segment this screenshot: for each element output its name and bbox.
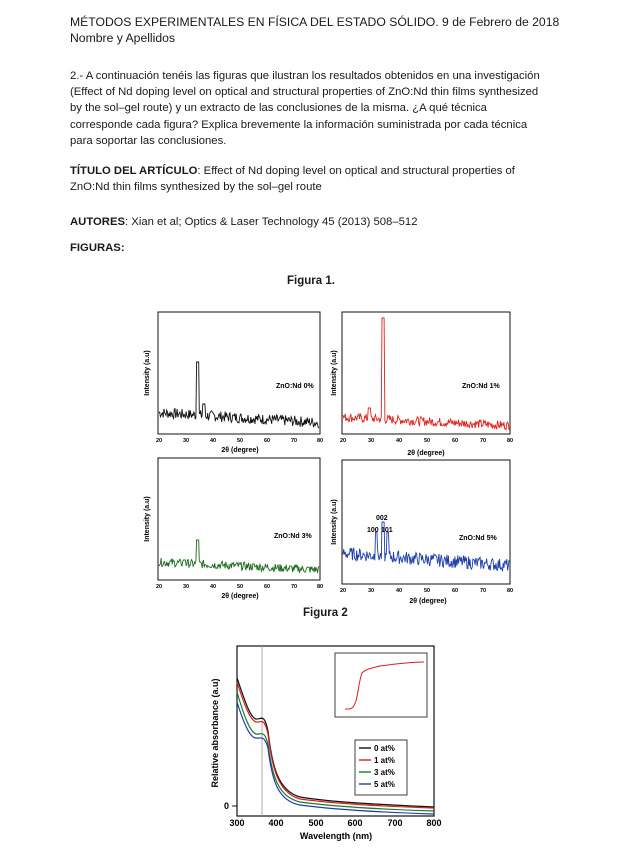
header-title: MÉTODOS EXPERIMENTALES EN FÍSICA DEL ESTADO SÓLIDO. 9 de Febrero de 2018 [70, 15, 560, 29]
x-tick: 60 [451, 438, 459, 444]
xrd-panel-0 [144, 312, 323, 454]
authors-paragraph [70, 214, 560, 230]
figure2-uvvis-chart [0, 626, 638, 848]
x-tick: 600 [347, 818, 363, 828]
y-axis-label: Intensity (a.u) [331, 499, 338, 545]
authors-label: AUTORES [70, 216, 126, 228]
x-tick-labels [156, 438, 323, 444]
x-tick: 70 [479, 588, 487, 594]
x-tick: 30 [367, 588, 375, 594]
x-tick: 500 [308, 818, 324, 828]
legend-label: 1 at% [374, 756, 395, 765]
question-line: by the sol–gel route) y un extracto de las conclusiones de la misma. ¿A qué técnica [70, 102, 487, 115]
article-title-label: TÍTULO DEL ARTÍCULO [70, 165, 198, 177]
xrd-panel-1 [331, 312, 513, 457]
plot-frame [342, 460, 510, 584]
x-tick: 300 [229, 818, 245, 828]
panel-label: ZnO:Nd 3% [274, 533, 312, 540]
peak-label-101: 101 [381, 527, 393, 534]
inset-transmittance [335, 653, 427, 717]
question-line: 2.- A continuación tenéis las figuras que ilustran los resultados obtenidos en una investigación [70, 70, 540, 82]
plot-frame [158, 312, 320, 434]
x-axis-label: 2θ (degree) [409, 598, 447, 605]
y-axis-label: Intensity (a.u) [144, 496, 151, 542]
x-tick: 30 [182, 438, 190, 444]
figures-label: FIGURAS: [70, 242, 125, 254]
panel-label: ZnO:Nd 5% [459, 535, 497, 542]
x-tick: 70 [290, 438, 298, 444]
x-tick: 20 [339, 588, 347, 594]
article-title-text-2: ZnO:Nd thin films synthesized by the sol–gel route [70, 181, 322, 194]
x-tick: 20 [155, 438, 163, 444]
x-tick: 50 [423, 438, 431, 444]
x-tick: 80 [316, 584, 324, 590]
x-axis-label: 2θ (degree) [407, 450, 445, 457]
x-tick: 50 [423, 588, 431, 594]
x-tick: 40 [395, 438, 403, 444]
exam-header [70, 14, 559, 46]
authors-text: : Xian et al; Optics & Laser Technology 45 (2013) 508–512 [125, 216, 418, 228]
plot-frame [342, 312, 510, 434]
figures-heading [70, 240, 560, 256]
x-tick: 40 [209, 584, 217, 590]
x-tick: 40 [209, 438, 217, 444]
legend-label: 0 at% [374, 744, 395, 753]
xrd-trace [159, 540, 319, 573]
legend-label: 3 at% [374, 768, 395, 777]
legend [355, 740, 407, 795]
x-tick: 50 [236, 584, 244, 590]
x-tick: 80 [316, 438, 324, 444]
x-tick: 30 [182, 584, 190, 590]
y-axis-label: Intensity (a.u) [331, 350, 338, 396]
y-axis-label: Intensity (a.u) [144, 350, 151, 396]
article-title-text: : Effect of Nd doping level on optical and structural properties of [197, 165, 515, 177]
panel-label: ZnO:Nd 0% [276, 383, 314, 390]
xrd-panel-5 [331, 460, 513, 605]
x-tick-labels [340, 588, 513, 594]
xrd-panel-3 [144, 458, 323, 600]
x-tick: 60 [263, 584, 271, 590]
x-tick: 70 [479, 438, 487, 444]
x-tick: 80 [506, 588, 514, 594]
x-tick-labels [156, 584, 323, 590]
question-line: (Effect of Nd doping level on optical and structural properties of ZnO:Nd thin films synthesized [70, 86, 539, 99]
x-axis-label: 2θ (degree) [221, 593, 259, 600]
x-axis-label: Wavelength (nm) [299, 831, 373, 841]
question-paragraph [70, 68, 560, 149]
xrd-trace [159, 362, 319, 428]
peak-label-100: 100 [367, 527, 379, 534]
x-tick: 60 [263, 438, 271, 444]
peak-label-002: 002 [376, 515, 388, 522]
question-line: corresponde cada figura? Explica brevemente la información suministrada por cada técnica [70, 118, 528, 131]
question-line: para soportar las conclusiones. [70, 134, 227, 147]
figure1-xrd-panels [0, 300, 638, 660]
article-title-paragraph [70, 163, 560, 195]
y-axis-label: Relative absorbance (a.u) [210, 678, 220, 788]
x-tick-labels [340, 438, 513, 444]
y-tick-zero: 0 [224, 801, 230, 811]
x-tick: 40 [395, 588, 403, 594]
figure2-title: Figura 2 [303, 607, 348, 619]
x-tick-labels [229, 818, 441, 828]
figure1-title: Figura 1. [287, 275, 335, 287]
x-tick: 20 [339, 438, 347, 444]
header-name-field: Nombre y Apellidos [70, 31, 175, 45]
x-tick: 50 [236, 438, 244, 444]
x-tick: 400 [268, 818, 284, 828]
panel-label: ZnO:Nd 1% [462, 383, 500, 390]
xrd-trace [343, 318, 509, 430]
x-tick: 700 [387, 818, 403, 828]
legend-label: 5 at% [374, 780, 395, 789]
x-tick: 60 [451, 588, 459, 594]
x-tick: 800 [426, 818, 442, 828]
x-tick: 80 [506, 438, 514, 444]
x-tick: 20 [155, 584, 163, 590]
x-tick: 30 [367, 438, 375, 444]
x-axis-label: 2θ (degree) [221, 447, 259, 454]
x-tick: 70 [290, 584, 298, 590]
